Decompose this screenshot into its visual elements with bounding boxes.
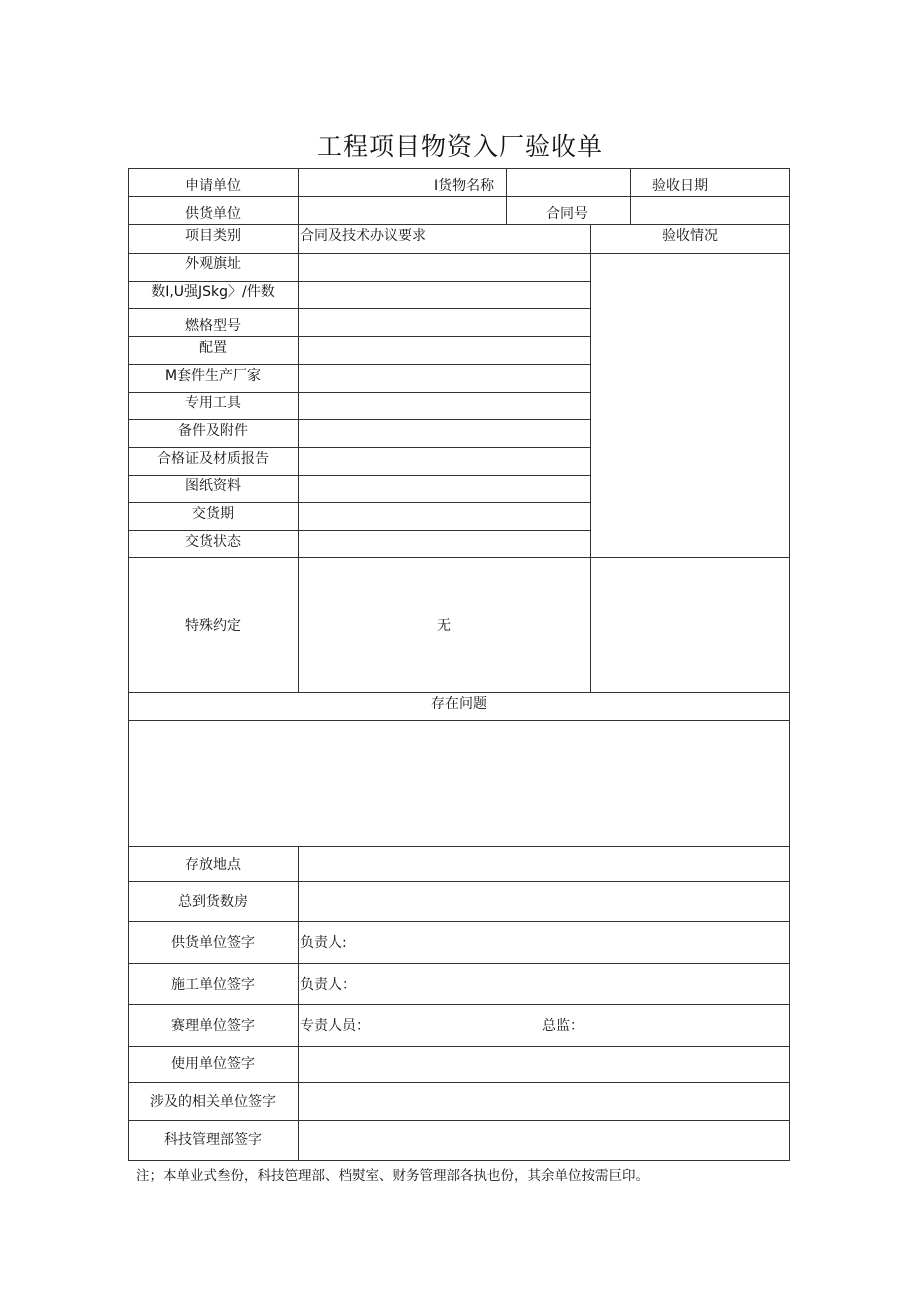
storage-location-label: 存放地点 (185, 857, 241, 873)
form-line (630, 168, 631, 224)
supplier-signature-label: 供货单位签字 (171, 935, 255, 951)
form-line (128, 1046, 790, 1047)
form-line (128, 692, 790, 693)
column-acceptance: 验收情况 (662, 228, 718, 244)
item-label: 交货状态 (185, 534, 241, 550)
related-signature-label: 涉及的相关单位签字 (150, 1094, 276, 1110)
form-line (298, 168, 299, 692)
total-quantity-label: 总到货数房 (178, 894, 248, 910)
form-line (128, 281, 590, 282)
form-line (128, 419, 590, 420)
issues-label: 存在问题 (431, 696, 487, 712)
form-line (128, 1004, 790, 1005)
supervision-chief-label: 总监： (542, 1018, 584, 1034)
construction-signature-person: 负责人： (300, 977, 356, 993)
user-signature-label: 使用单位签字 (171, 1056, 255, 1072)
footnote: 注；本单业式叁份，科技笆理部、档熨室、财务管理部各执也份，其余单位按需巨印。 (136, 1168, 649, 1184)
form-line (128, 392, 590, 393)
item-label: 数I,U强JSkg〉/件数 (151, 284, 275, 300)
supervision-staff-label: 专责人员： (300, 1018, 370, 1034)
form-line (128, 1160, 790, 1161)
goods-name-label: I货物名称 (434, 178, 495, 194)
acceptance-form (128, 168, 790, 1161)
form-line (128, 168, 790, 169)
form-line (128, 308, 590, 309)
item-label: 配置 (199, 340, 227, 356)
form-line (128, 963, 790, 964)
applicant-label: 申请单位 (185, 178, 241, 194)
item-label: 备件及附件 (178, 423, 248, 439)
form-line (298, 846, 299, 1161)
special-agreement-value: 无 (437, 618, 451, 634)
form-line (128, 253, 790, 254)
column-requirements: 合同及技术办议要求 (300, 228, 426, 244)
form-line (128, 557, 790, 558)
item-label: 外观旗址 (185, 256, 241, 272)
item-label: 合格证及材质报告 (157, 451, 269, 467)
form-line (128, 336, 590, 337)
page-title: 工程项目物资入厂验收单 (316, 132, 603, 161)
column-category: 项目类别 (185, 228, 241, 244)
form-line (128, 196, 790, 197)
tech-dept-signature-label: 科技管理部签字 (164, 1132, 262, 1148)
form-line (506, 168, 507, 224)
item-label: 燃格型号 (185, 318, 241, 334)
form-line (128, 364, 590, 365)
form-line (128, 846, 790, 847)
form-line (128, 1120, 790, 1121)
form-line (128, 475, 590, 476)
supplier-signature-person: 负责人: (300, 935, 347, 951)
form-line (590, 224, 591, 692)
form-line (128, 447, 590, 448)
form-line (128, 720, 790, 721)
supplier-label: 供货单位 (185, 206, 241, 222)
form-line (128, 224, 790, 225)
item-label: 图纸资料 (185, 478, 241, 494)
form-line (128, 1082, 790, 1083)
construction-signature-label: 施工单位签字 (171, 977, 255, 993)
contract-no-label: 合同号 (546, 206, 588, 222)
item-label: M套件生产厂家 (164, 368, 262, 384)
form-line (128, 530, 590, 531)
acceptance-date-label: 验收日期 (652, 178, 708, 194)
special-agreement-label: 特殊约定 (185, 618, 241, 634)
item-label: 交货期 (192, 506, 234, 522)
form-line (128, 881, 790, 882)
supervision-signature-label: 赛理单位签字 (171, 1018, 255, 1034)
form-line (789, 168, 790, 1161)
item-label: 专用工具 (185, 395, 241, 411)
form-line (128, 502, 590, 503)
form-line (128, 921, 790, 922)
